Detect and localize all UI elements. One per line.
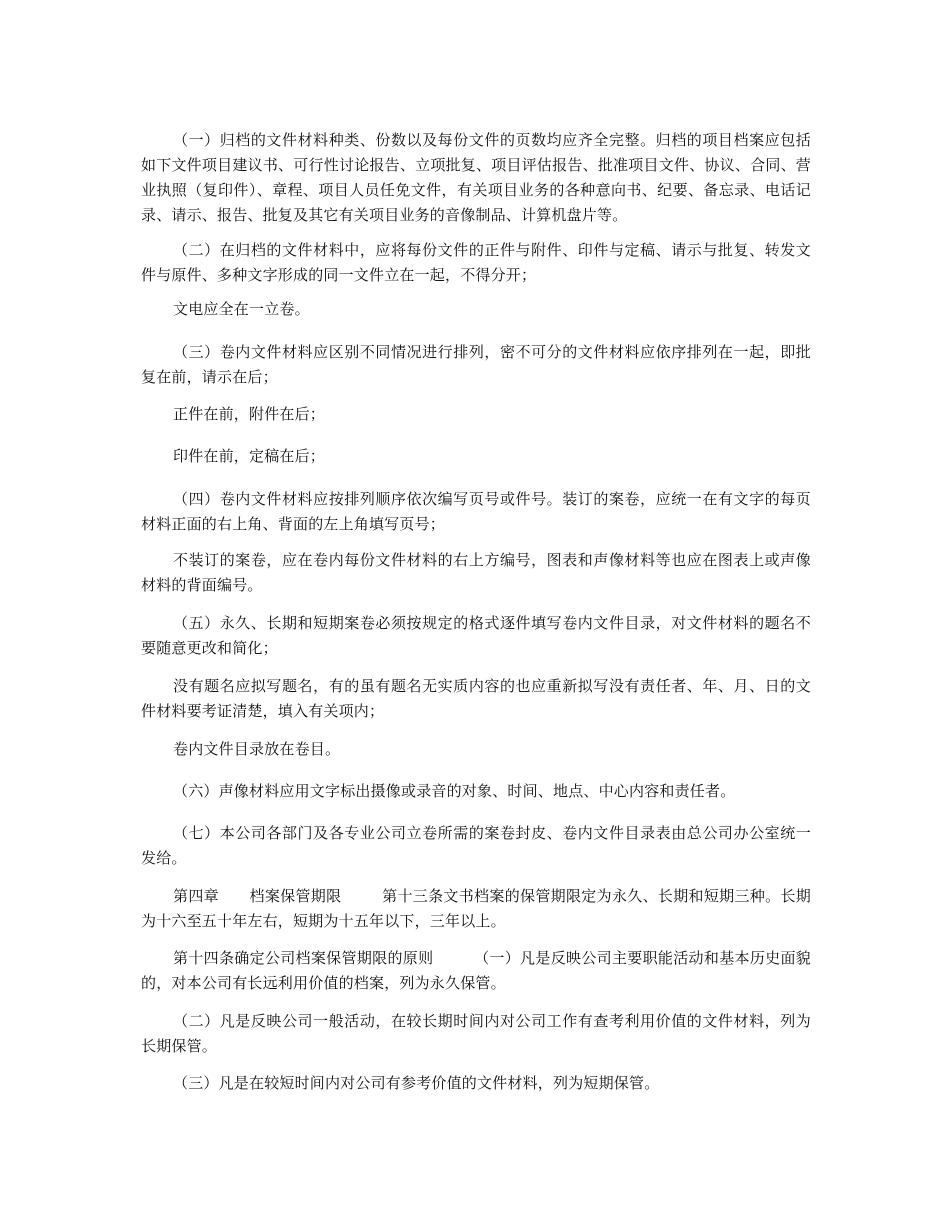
paragraph-directory-rules: （五）永久、长期和短期案卷必须按规定的格式逐件填写卷内文件目录，对文件材料的题名不要随意更改和简化； (141, 614, 811, 657)
paragraph-keep-together: （二）在归档的文件材料中，应将每份文件的正件与附件、印件与定稿、请示与批复、转发文件与原件、多种文字形成的同一文件立在一起，不得分开； (141, 241, 811, 284)
paragraph-directory-placement: 卷内文件目录放在卷目。 (173, 740, 341, 758)
paragraph-telegram-filing: 文电应全在一立卷。 (173, 300, 310, 318)
paragraph-long-term-retention: （二）凡是反映公司一般活动，在较长期时间内对公司工作有查考利用价值的文件材料，列为长期保管。 (141, 1012, 811, 1055)
paragraph-cover-distribution: （七）本公司各部门及各专业公司立卷所需的案卷封皮、卷内文件目录表由总公司办公室统一发给。 (141, 824, 811, 867)
paragraph-short-term-retention: （三）凡是在较短时间内对公司有参考价值的文件材料，列为短期保管。 (173, 1074, 660, 1092)
paragraph-title-drafting: 没有题名应拟写题名，有的虽有题名无实质内容的也应重新拟写没有责任者、年、月、日的文件材料要考证清楚，填入有关项内； (141, 677, 811, 720)
paragraph-unbound-numbering: 不装订的案卷，应在卷内每份文件材料的右上方编号，图表和声像材料等也应在图表上或声像材料的背面编号。 (141, 551, 811, 594)
paragraph-print-before-draft: 印件在前，定稿在后； (173, 447, 326, 465)
paragraph-archive-completeness: （一）归档的文件材料种类、份数以及每份文件的页数均应齐全完整。归档的项目档案应包括如下文件项目建议书、可行性讨论报告、立项批复、项目评估报告、批准项目文件、协议、合同、营业执照（复印件）、章程、项目人员任免文件，有关项目业务的各种意向书、纪要、备忘录、电话记录、请示、报告、批复及其它有关项目业务的音像制品、计算机盘片等。 (141, 131, 811, 224)
paragraph-page-numbering: （四）卷内文件材料应按排列顺序依次编写页号或件号。装订的案卷，应统一在有文字的每页材料正面的右上角、背面的左上角填写页号； (141, 490, 811, 533)
paragraph-chapter-four-retention: 第四章 档案保管期限 第十三条文书档案的保管期限定为永久、长期和短期三种。长期为十六至五十年左右，短期为十五年以下，三年以上。 (141, 887, 811, 930)
paragraph-audio-video-labeling: （六）声像材料应用文字标出摄像或录音的对象、时间、地点、中心内容和责任者。 (173, 782, 736, 800)
paragraph-ordering-rules: （三）卷内文件材料应区别不同情况进行排列，密不可分的文件材料应依序排列在一起，即批复在前，请示在后； (141, 343, 811, 386)
paragraph-original-before-attachment: 正件在前，附件在后； (173, 405, 326, 423)
paragraph-article-fourteen: 第十四条确定公司档案保管期限的原则 （一）凡是反映公司主要职能活动和基本历史面貌的，对本公司有长远利用价值的档案，列为永久保管。 (141, 949, 811, 992)
